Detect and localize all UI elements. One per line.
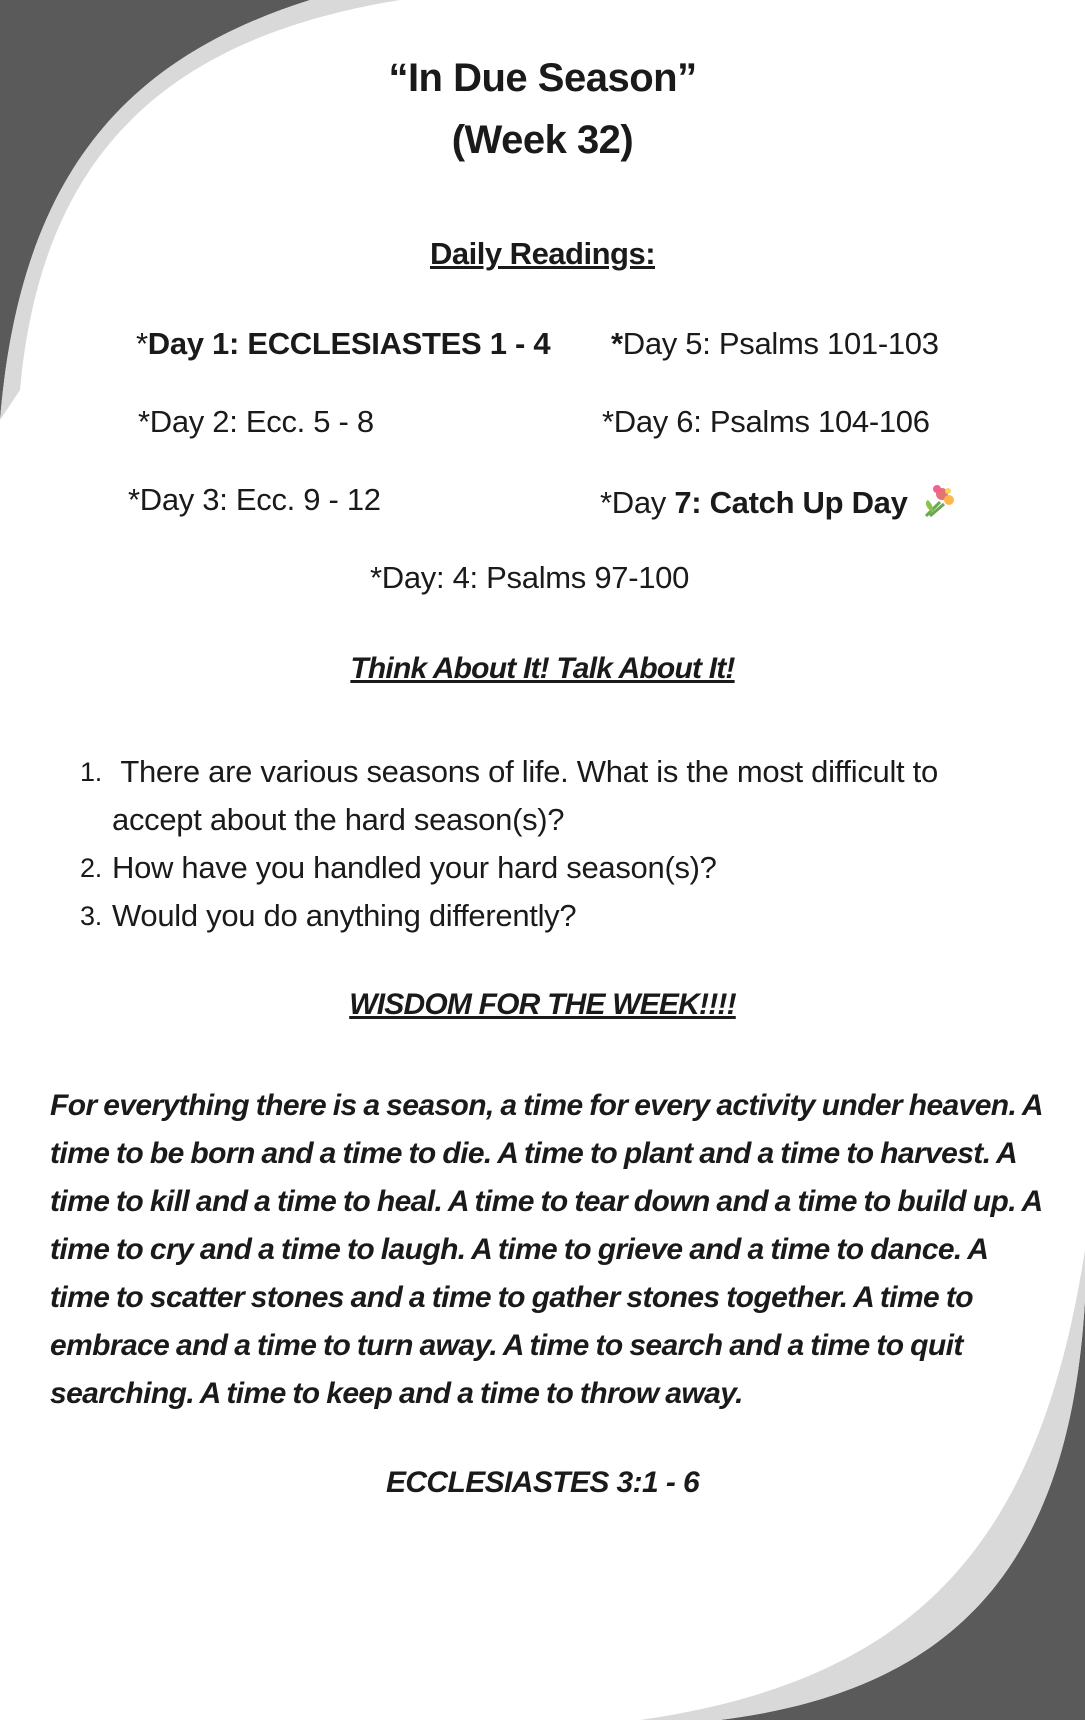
page-title: “In Due Season” bbox=[388, 56, 697, 100]
flower-bouquet-icon bbox=[920, 482, 958, 528]
daily-readings-heading: Daily Readings: bbox=[429, 236, 656, 271]
reading-day-5-prefix: * bbox=[611, 326, 623, 361]
verse-reference: ECCLESIASTES 3:1 - 6 bbox=[385, 1466, 700, 1499]
question-text: How have you handled your hard season(s)? bbox=[112, 850, 717, 885]
question-number: 2. bbox=[80, 853, 102, 883]
reading-day-2: *Day 2: Ecc. 5 - 8 bbox=[138, 404, 374, 439]
reading-day-1-label: Day 1: ECCLESIASTES 1 - 4 bbox=[147, 326, 551, 361]
reading-day-5 bbox=[611, 326, 939, 362]
discussion-questions bbox=[80, 748, 1020, 940]
reading-day-4: *Day: 4: Psalms 97-100 bbox=[370, 560, 690, 595]
question-number: 3. bbox=[80, 901, 102, 931]
question-number: 1. bbox=[80, 757, 102, 787]
question-item bbox=[80, 892, 1020, 940]
reading-day-7-label: 7: Catch Up Day bbox=[674, 485, 908, 521]
reading-day-1-prefix: * bbox=[136, 326, 148, 361]
reading-day-6: *Day 6: Psalms 104-106 bbox=[602, 404, 930, 439]
wisdom-verse: For everything there is a season, a time for every activity under heaven. A time to be born and a time to die. A time to plant and a time to harvest. A time to kill and a time to heal. A time to tear down and a time to build up. A time to cry and a time to laugh. A time to grieve and a time to dance. A time to scatter stones and a time to gather stones together. A time to embrace and a time to turn away. A time to search and a time to quit searching. A time to keep and a time to throw away. bbox=[50, 1089, 1042, 1410]
question-text: Would you do anything differently? bbox=[112, 898, 577, 933]
question-text: There are various seasons of life. What is the most difficult to bbox=[120, 754, 938, 789]
reading-day-3: *Day 3: Ecc. 9 - 12 bbox=[128, 482, 381, 517]
question-item bbox=[80, 748, 1020, 844]
page-subtitle-week: (Week 32) bbox=[451, 118, 634, 162]
reading-day-7 bbox=[600, 482, 958, 528]
discussion-heading: Think About It! Talk About It! bbox=[350, 652, 735, 685]
reading-day-7-prefix: *Day bbox=[600, 485, 675, 521]
question-text-continued: accept about the hard season(s)? bbox=[112, 802, 565, 837]
wisdom-heading: WISDOM FOR THE WEEK!!!! bbox=[349, 988, 736, 1021]
reading-day-5-label: Day 5: Psalms 101-103 bbox=[622, 326, 939, 361]
reading-day-1 bbox=[136, 326, 550, 362]
question-item bbox=[80, 844, 1020, 892]
